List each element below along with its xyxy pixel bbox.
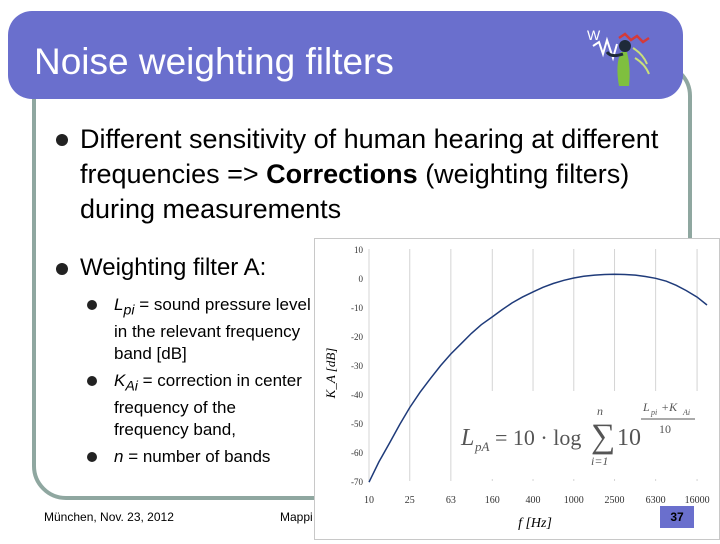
- bullet-dot: [56, 134, 68, 146]
- x-tick-label: 2500: [604, 495, 625, 506]
- slide-title: Noise weighting filters: [34, 41, 394, 82]
- a-weighting-chart: [314, 238, 720, 540]
- logo-letter: W: [587, 27, 601, 43]
- y-axis-label: K_A [dB]: [323, 347, 338, 399]
- sub-bullet-n: [114, 446, 314, 468]
- sub-bullet-dot: [87, 376, 97, 386]
- bullet-hearing-text-2: (weighting filters) during measurements: [80, 159, 630, 224]
- y-tick-label: 0: [358, 274, 363, 284]
- sub-bullet-dot: [87, 452, 97, 462]
- footer-title: Mappi: [280, 510, 313, 524]
- formula-exp-sub2: Ai: [683, 408, 691, 417]
- bullet-dot: [56, 263, 68, 275]
- lpi-description: = sound pressure level in the relevant frequency band [dB]: [114, 295, 311, 364]
- logo-icon: [585, 24, 657, 90]
- formula-base: 10: [617, 425, 641, 451]
- footer-date: München, Nov. 23, 2012: [44, 510, 174, 524]
- x-tick-labels: [364, 495, 710, 506]
- x-tick-label: 63: [445, 495, 456, 506]
- lpi-subscript: pi: [123, 302, 135, 319]
- y-tick-label: -10: [351, 303, 363, 313]
- title-bar: [8, 11, 683, 99]
- bullet-weighting: Weighting filter A:: [80, 254, 267, 281]
- formula-sum-bottom: i=1: [591, 454, 609, 468]
- kai-description: = correction in center frequency of the frequency band,: [114, 371, 302, 440]
- y-tick-labels: [351, 245, 364, 487]
- n-symbol: n: [114, 447, 124, 466]
- lpi-symbol: L: [114, 295, 124, 314]
- formula-mid: = 10 · log: [495, 425, 582, 450]
- y-tick-label: -70: [351, 477, 363, 487]
- y-tick-label: -60: [351, 448, 363, 458]
- sub-bullet-lpi: [114, 294, 314, 365]
- x-tick-label: 25: [404, 495, 415, 506]
- x-tick-label: 160: [484, 495, 500, 506]
- y-tick-label: -40: [351, 390, 363, 400]
- page-number: 37: [660, 506, 694, 528]
- bullet-hearing: [80, 122, 670, 227]
- x-axis-label: f [Hz]: [518, 516, 552, 531]
- bullet-hearing-text-1: Different sensitivity of human hearing at different frequencies =>: [80, 124, 659, 189]
- formula-exp-bottom: 10: [659, 422, 671, 436]
- kai-subscript: Ai: [125, 378, 138, 395]
- y-tick-label: 10: [354, 245, 363, 255]
- kai-symbol: K: [114, 371, 126, 390]
- y-tick-label: -20: [351, 332, 363, 342]
- n-description: = number of bands: [123, 447, 271, 466]
- x-tick-label: 16000: [684, 495, 710, 506]
- formula-exp-l: L: [643, 400, 650, 414]
- x-tick-label: 1000: [563, 495, 584, 506]
- formula-exp-sub1: pi: [651, 408, 658, 417]
- y-tick-label: -30: [351, 361, 363, 371]
- y-tick-label: -50: [351, 419, 363, 429]
- formula-sum-sign: ∑: [591, 418, 616, 455]
- formula-lhs: L: [461, 425, 475, 451]
- x-tick-label: 400: [525, 495, 541, 506]
- formula-lhs-sub: pA: [475, 439, 490, 454]
- formula-sum-top: n: [597, 404, 603, 418]
- x-tick-label: 6300: [645, 495, 666, 506]
- sub-bullet-dot: [87, 300, 97, 310]
- bullet-hearing-bold: Corrections: [266, 159, 418, 189]
- sub-bullet-kai: [114, 370, 314, 441]
- formula-exp-plus: +K: [661, 400, 678, 414]
- x-tick-label: 10: [364, 495, 374, 506]
- chart-svg: [315, 239, 719, 539]
